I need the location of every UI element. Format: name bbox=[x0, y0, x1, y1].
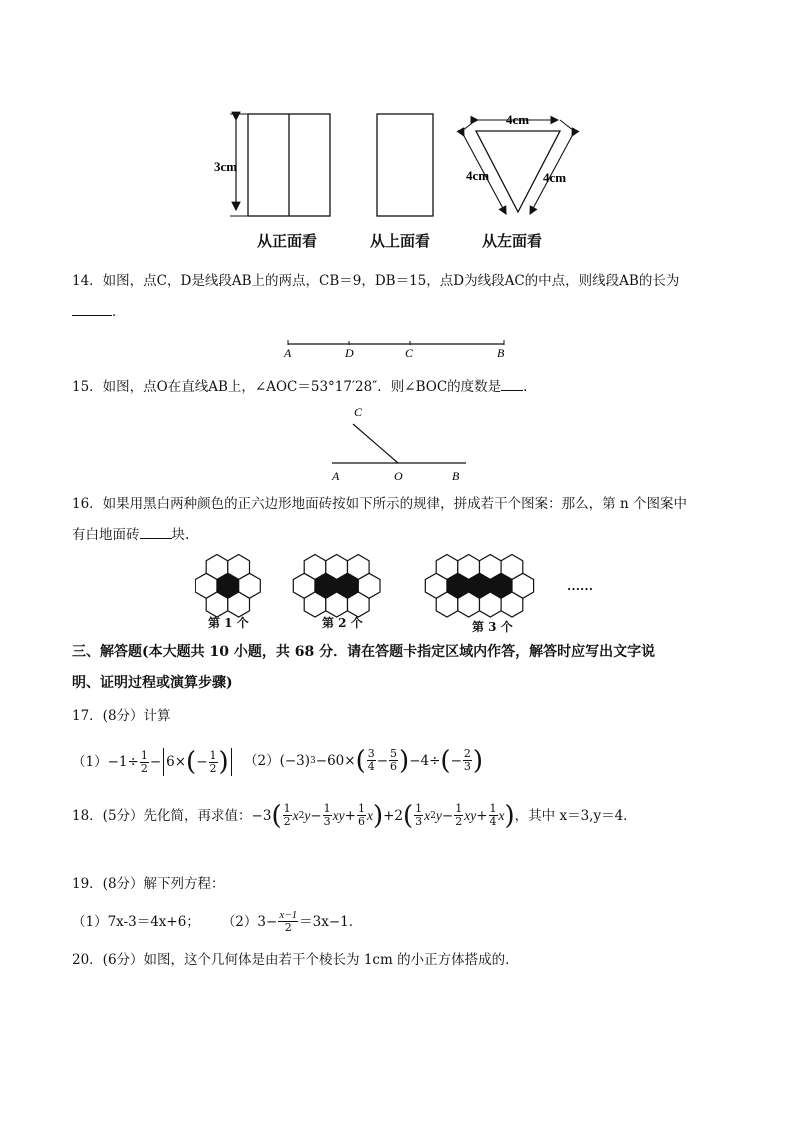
pattern-3-caption: 第 3 个 bbox=[472, 620, 513, 634]
point-b-label: B bbox=[452, 469, 460, 483]
fraction-5-6: $\frac{5}{6}$ bbox=[390, 747, 398, 773]
q17-p1-label: （1） bbox=[72, 754, 108, 770]
q15-angle-figure bbox=[326, 402, 476, 484]
q17-p1-a: −1÷ bbox=[107, 754, 139, 770]
fraction-1-2-b: $\frac{1}{2}$ bbox=[209, 748, 217, 775]
three-views-figure bbox=[200, 100, 600, 230]
point-d-label: D bbox=[345, 346, 354, 360]
q16-line2-pre: 有白地面砖 bbox=[72, 527, 140, 543]
paren-open: ( bbox=[186, 747, 197, 777]
q16-text: 16．如果用黑白两种颜色的正六边形地面砖按如下所示的规律，拼成若干个图案：那么，第 n 个图案中 bbox=[72, 496, 687, 512]
fraction-3-4: $\frac{3}{4}$ bbox=[367, 747, 375, 773]
q15-text: 15．如图，点O在直线AB上，∠AOC＝53°17′28″．则∠BOC的度数是 bbox=[72, 379, 502, 395]
q17-p1-b: − bbox=[149, 754, 162, 770]
q18-line bbox=[72, 800, 637, 831]
triangle-top-label: 4cm bbox=[506, 112, 530, 127]
point-c-label: C bbox=[354, 405, 363, 419]
q15-answer-blank[interactable] bbox=[501, 390, 523, 391]
q18-pre: 18．(5分）先化简，再求值： bbox=[72, 807, 252, 824]
fraction-1-2: $\frac{1}{2}$ bbox=[140, 748, 148, 775]
white-hex-tile bbox=[436, 592, 458, 617]
white-hex-tile bbox=[458, 592, 480, 617]
q16-answer-blank[interactable] bbox=[140, 538, 172, 539]
q17-part2: （2） (−3) 3 −60× ( $\frac{3}{4}$ − $\frac{5}{6}$ ) −4÷ ( − $\frac{2}{3}$ ) bbox=[244, 745, 484, 776]
q17-p2-exp: 3 bbox=[310, 755, 316, 766]
triangle-ext-left bbox=[462, 120, 476, 131]
q14-line2 bbox=[72, 302, 126, 322]
q19-p2-a: 3− bbox=[257, 913, 278, 930]
q19-p1: （1）7x-3＝4x+6； bbox=[72, 913, 200, 930]
section3-heading-line1: 三、解答题(本大题共 10 小题，共 68 分．请在答题卡指定区域内作答，解答时应写出文字说 bbox=[72, 644, 656, 660]
q14-segment-figure bbox=[280, 336, 515, 362]
abs-bar-left bbox=[163, 748, 164, 776]
q17-p1-c: 6× bbox=[166, 754, 187, 770]
pattern-ellipsis: …… bbox=[567, 578, 593, 593]
q19-p2-label: （2） bbox=[221, 913, 258, 930]
triangle-right-label: 4cm bbox=[543, 170, 567, 185]
pattern-2-caption: 第 2 个 bbox=[322, 616, 363, 630]
fraction-x-1-over-2: $\frac{x-1}{2}$ bbox=[279, 909, 298, 934]
top-view-caption: 从上面看 bbox=[370, 232, 431, 250]
triangle-left-label: 4cm bbox=[466, 168, 490, 183]
abs-bar-right bbox=[231, 748, 232, 776]
point-b-label: B bbox=[497, 346, 505, 360]
q18-tail: ，其中 x＝3,y＝4． bbox=[514, 807, 637, 824]
left-view-caption: 从左面看 bbox=[482, 232, 543, 250]
q17-p2-d: − bbox=[450, 752, 462, 769]
point-c-label: C bbox=[405, 346, 414, 360]
paren-close: ) bbox=[218, 747, 229, 777]
q19-title: 19．(8分）解下列方程： bbox=[72, 876, 225, 892]
hexagon-tile-patterns bbox=[195, 552, 615, 634]
paren-open-3: ( bbox=[440, 745, 451, 776]
point-a-label: A bbox=[332, 469, 340, 483]
q20-text: 20．(6分）如图，这个几何体是由若干个棱长为 1cm 的小正方体搭成的． bbox=[72, 952, 519, 968]
fraction-2-3: $\frac{2}{3}$ bbox=[463, 747, 471, 773]
q16-line2-post: 块. bbox=[171, 527, 190, 543]
q17-part1 bbox=[72, 748, 234, 776]
section3-heading-line2: 明、证明过程或演算步骤) bbox=[72, 675, 233, 691]
q14-text: 14．如图，点C，D是线段AB上的两点，CB＝9，DB＝15，点D为线段AC的中点，则线段AB的长为 bbox=[72, 273, 680, 289]
q15-line bbox=[72, 377, 537, 397]
q18-expression: −3 ( $\frac{1}{2}$ x 2 y − $\frac{1}{3}$ xy + $\frac{1}{6}$ x ) +2 ( $\frac{1}{3}$ x 2 y − $\frac{1}{2}$ xy + $\frac{1}{4}$ x ) bbox=[251, 800, 515, 831]
q14-line2-end: ． bbox=[112, 304, 126, 320]
point-o-label: O bbox=[394, 469, 403, 483]
q17-p2-b: −60× bbox=[315, 752, 356, 769]
hex-pattern-2 bbox=[293, 555, 380, 618]
hex-pattern-3 bbox=[425, 555, 533, 618]
ray-oc bbox=[353, 424, 398, 463]
hex-pattern-1 bbox=[195, 555, 260, 618]
height-label: 3cm bbox=[214, 159, 238, 174]
white-hex-tile bbox=[480, 592, 502, 617]
pattern-1-caption: 第 1 个 bbox=[208, 616, 249, 630]
q17-p1-d: − bbox=[196, 754, 208, 770]
top-view-rect bbox=[377, 114, 433, 216]
white-hex-tile bbox=[501, 592, 523, 617]
paren-open-2: ( bbox=[355, 745, 366, 776]
q16-line2 bbox=[72, 525, 189, 545]
q17-p2-label: （2） bbox=[244, 752, 280, 769]
paren-close-2: ) bbox=[399, 745, 410, 776]
point-a-label: A bbox=[284, 346, 292, 360]
triangle-ext-right bbox=[560, 120, 574, 131]
q17-title: 17．(8分）计算 bbox=[72, 708, 171, 724]
q17-p2-c: −4÷ bbox=[409, 752, 441, 769]
paren-close-3: ) bbox=[472, 745, 484, 776]
q19-p2-b: ＝3x−1． bbox=[299, 913, 363, 930]
front-view-caption: 从正面看 bbox=[257, 232, 318, 250]
q15-end: ． bbox=[523, 379, 537, 395]
q14-answer-blank[interactable] bbox=[72, 315, 112, 316]
q17-p2-a: (−3) bbox=[279, 752, 311, 769]
q19-parts bbox=[72, 909, 362, 934]
